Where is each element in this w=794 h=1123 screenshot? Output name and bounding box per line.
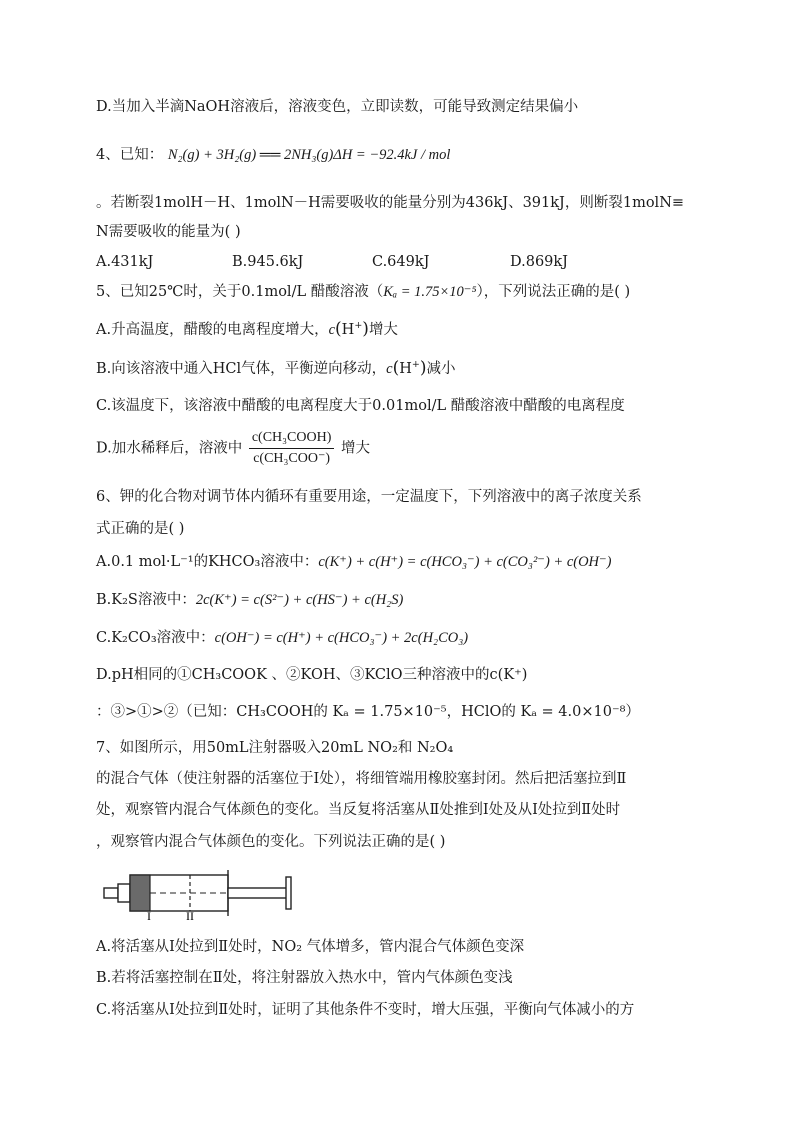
q3-option-d: D.当加入半滴NaOH溶液后，溶液变色，立即读数，可能导致测定结果偏小 bbox=[96, 99, 579, 115]
q7-stem-4: ，观察管内混合气体颜色的变化。下列说法正确的是( ) bbox=[96, 834, 446, 850]
q5-option-b: B.向该溶液中通入HCl气体，平衡逆向移动，c(H+)减小 bbox=[96, 358, 456, 378]
q6-stem-2: 式正确的是( ) bbox=[96, 521, 185, 537]
q7-stem-1: 7、如图所示，用50mL注射器吸入20mL NO₂和 N₂O₄ bbox=[96, 740, 454, 756]
q5-option-c: C.该温度下，该溶液中醋酸的电离程度大于0.01mol/L 醋酸溶液中醋酸的电离程度 bbox=[96, 398, 625, 414]
q4-line2: 。若断裂1molH－H、1molN－H需要吸收的能量分别为436kJ、391kJ，则断裂1molN≡ bbox=[96, 195, 685, 211]
q7-stem-2: 的混合气体（使注射器的活塞位于I处），将细管端用橡胶塞封闭。然后把活塞拉到Ⅱ bbox=[96, 771, 627, 787]
q6-option-d-2: ：③>①>②（已知：CH₃COOH的 Kₐ = 1.75×10⁻⁵，HClO的 Kₐ = 4.0×10⁻⁸） bbox=[96, 704, 640, 720]
q6-stem-1: 6、钾的化合物对调节体内循环有重要用途，一定温度下，下列溶液中的离子浓度关系 bbox=[96, 489, 642, 505]
q4-option-b: B.945.6kJ bbox=[232, 254, 304, 270]
q5-fraction: $\frac{\text{c(CH₃COOH)}}{\text{c(CH₃COO⁻)}}$ bbox=[249, 428, 335, 469]
q6-option-b: B.K₂S溶液中：2c(K⁺) = c(S²⁻) + c(HS⁻) + c(H₂S) bbox=[96, 592, 404, 608]
q4-lead: 4、已知： bbox=[96, 147, 164, 163]
q5-option-d: D.加水稀释后，溶液中 $\frac{\text{c(CH₃COOH)}}{\text{c(CH₃COO⁻)}}$ 增大 bbox=[96, 428, 370, 469]
q4-line3: N需要吸收的能量为( ) bbox=[96, 224, 241, 240]
q7-stem-3: 处，观察管内混合气体颜色的变化。当反复将活塞从Ⅱ处推到I处及从I处拉到Ⅱ处时 bbox=[96, 802, 621, 818]
q4-option-a: A.431kJ bbox=[96, 254, 154, 270]
q7-option-a: A.将活塞从I处拉到Ⅱ处时，NO₂ 气体增多，管内混合气体颜色变深 bbox=[96, 939, 525, 955]
q4-option-c: C.649kJ bbox=[372, 254, 430, 270]
label-position-2: II bbox=[186, 909, 194, 923]
q4-stem bbox=[96, 145, 450, 165]
q4-equation: N₂(g) + 3H₂(g) ══ 2NH₃(g)ΔH = −92.4kJ / mol bbox=[167, 147, 451, 163]
q5-ka: Kₐ = 1.75×10⁻⁵ bbox=[383, 284, 477, 300]
label-position-1: I bbox=[147, 909, 151, 923]
q6-option-d: D.pH相同的①CH₃COOK 、②KOH、③KClO三种溶液中的c(K⁺) bbox=[96, 667, 528, 683]
q5-option-a: A.升高温度，醋酸的电离程度增大，c(H+)增大 bbox=[96, 319, 398, 339]
q6-option-c: C.K₂CO₃溶液中：c(OH⁻) = c(H⁺) + c(HCO₃⁻) + 2c(H₂CO₃) bbox=[96, 630, 469, 646]
q5-stem: 5、已知25℃时，关于0.1mol/L 醋酸溶液（Kₐ = 1.75×10⁻⁵），下列说法正确的是( ) bbox=[96, 284, 631, 300]
q6-option-a: A.0.1 mol·L⁻¹的KHCO₃溶液中：c(K⁺) + c(H⁺) = c(HCO₃⁻) + c(CO₃²⁻) + c(OH⁻) bbox=[96, 554, 612, 570]
q7-option-c: C.将活塞从I处拉到Ⅱ处时，证明了其他条件不变时，增大压强，平衡向气体减小的方 bbox=[96, 1002, 635, 1018]
q7-option-b: B.若将活塞控制在Ⅱ处，将注射器放入热水中，管内气体颜色变浅 bbox=[96, 970, 513, 986]
syringe-diagram bbox=[100, 868, 300, 924]
q4-option-d: D.869kJ bbox=[510, 254, 568, 270]
